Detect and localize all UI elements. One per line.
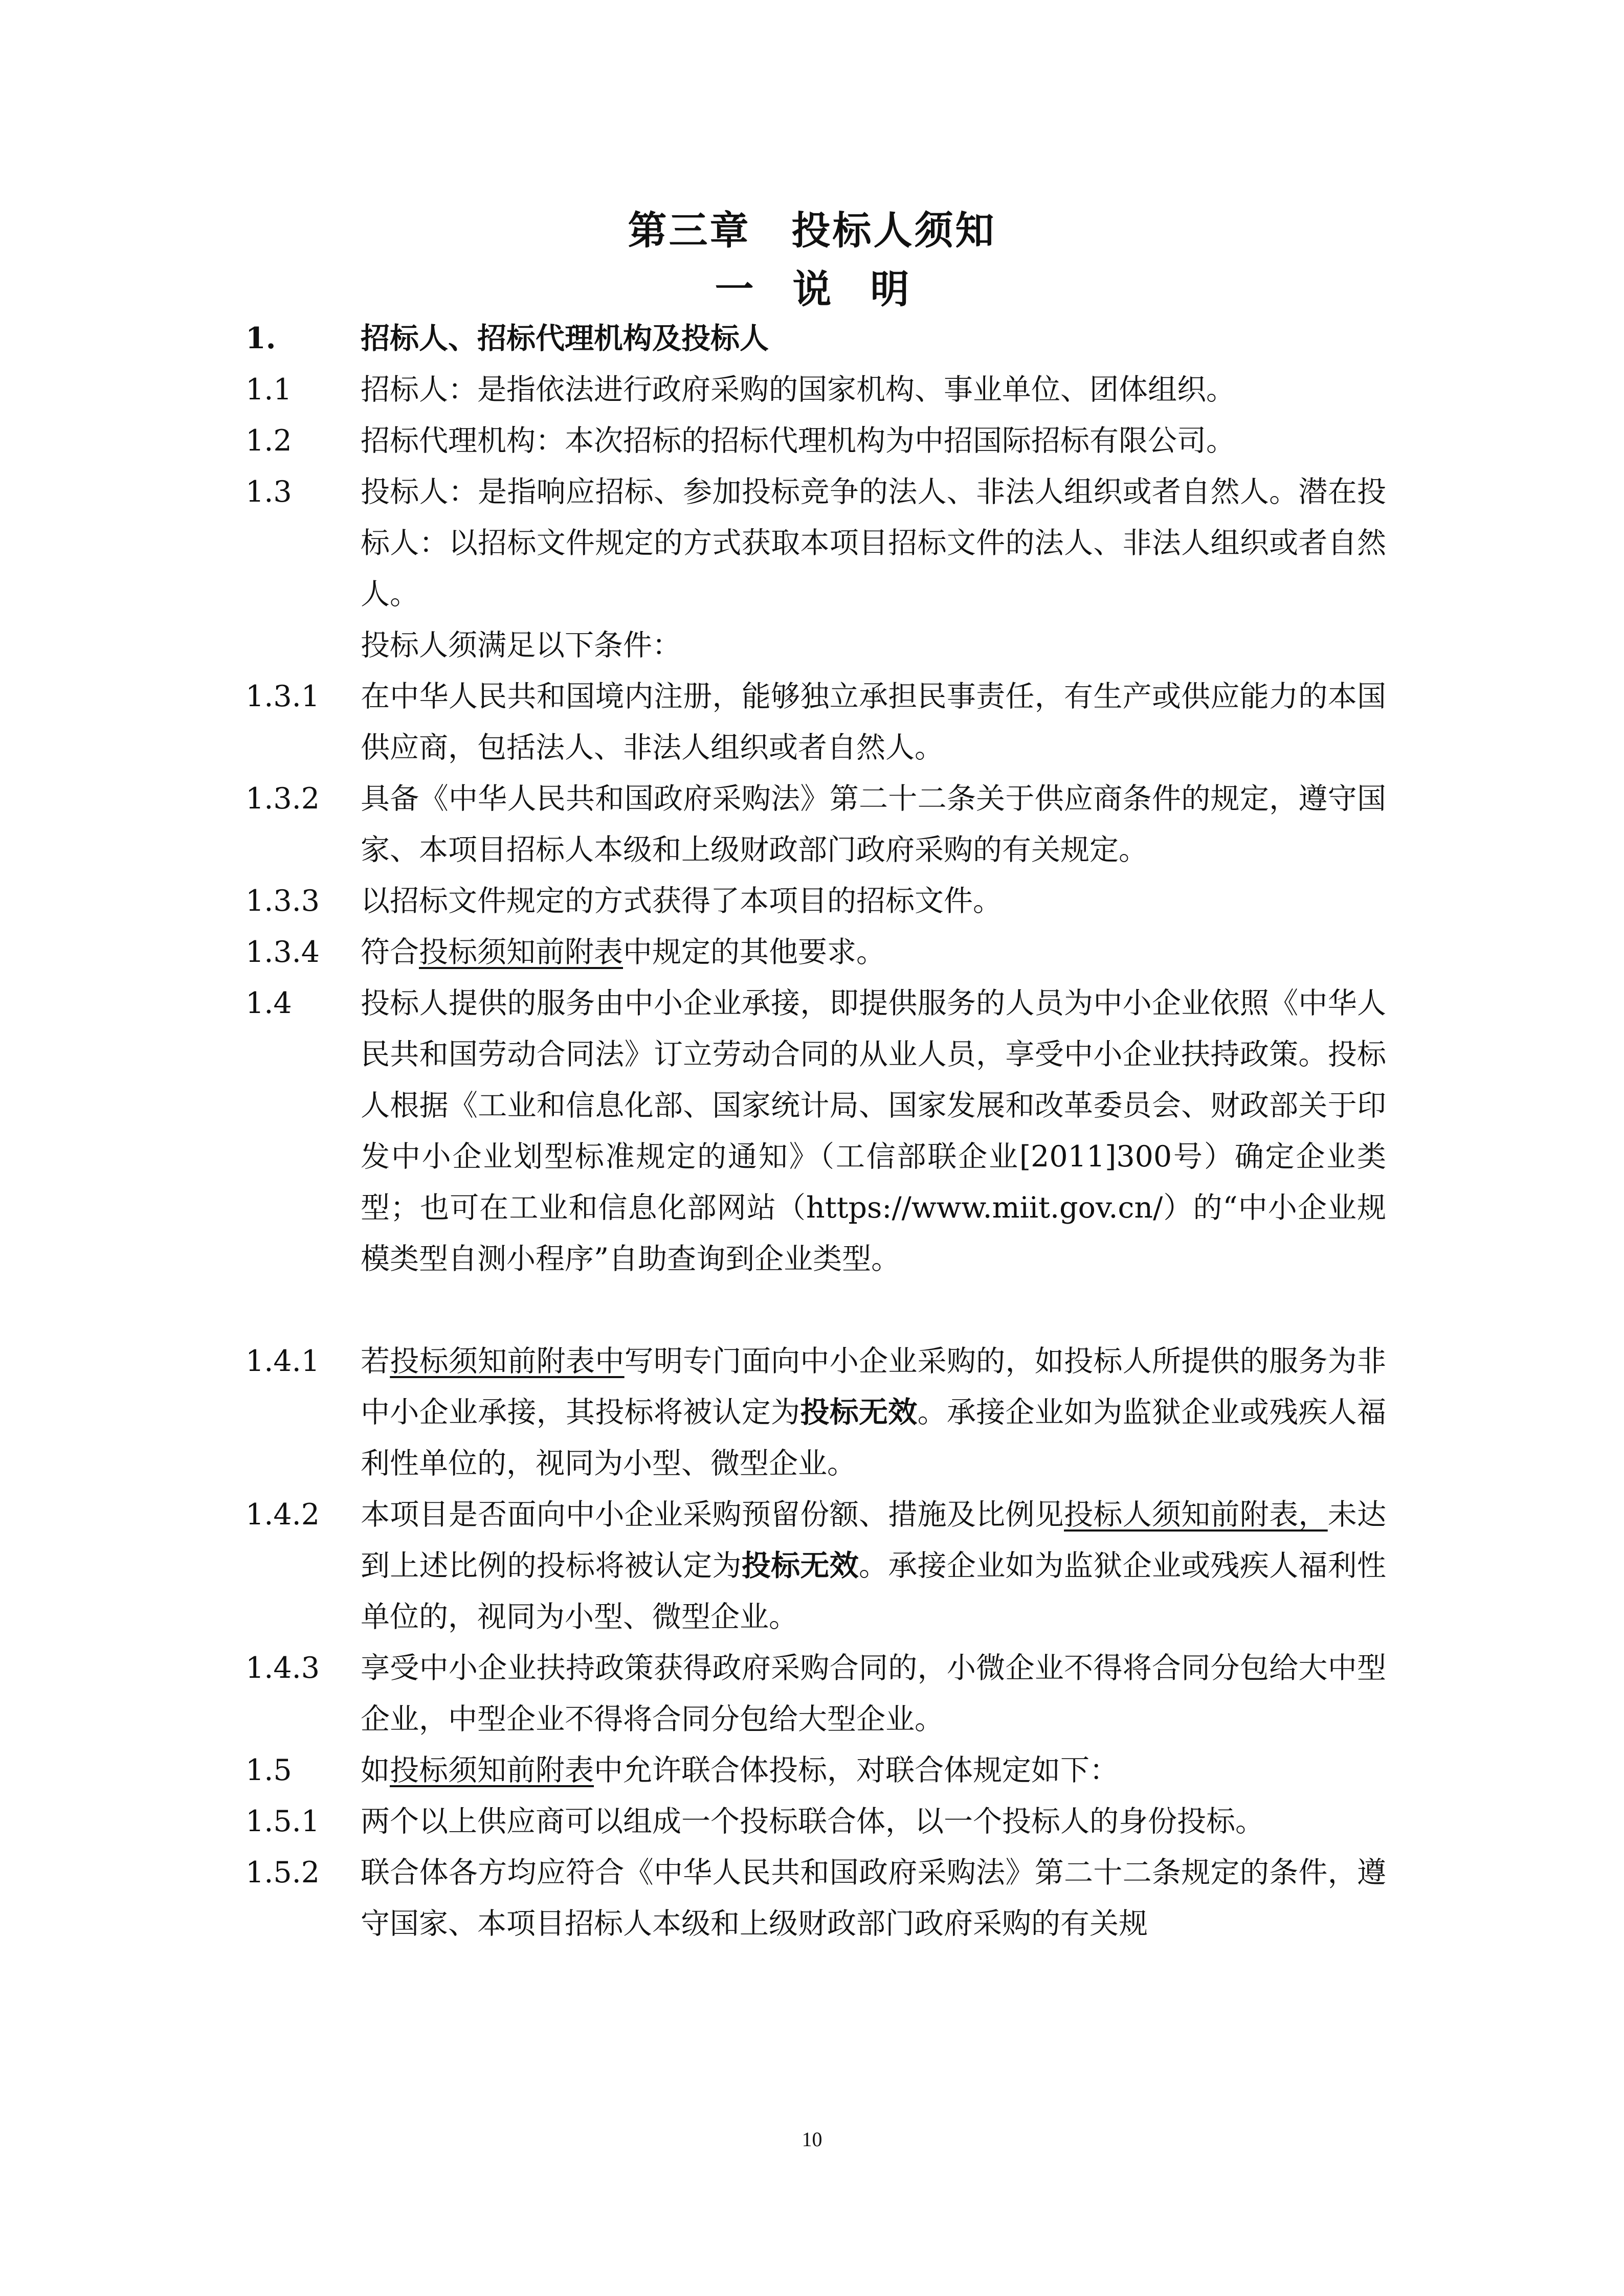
emphasis-text: 投标无效 [741, 1548, 859, 1583]
clause-text: 投标人提供的服务由中小企业承接，即提供服务的人员为中小企业依照《中华人民共和国劳动合同法》订立劳动合同的从业人员，享受中小企业扶持政策。投标人根据《工业和信息化部、国家统计局、国家发展和改革委员会、财政部关于印发中小企业划型标准规定的通知》（工信部联企业[2011]300号）确定企业类型；也可在工业和信息化部网站（https://www.miit.gov.cn/）的“中小企业规模类型自测小程序”自助查询到企业类型。 [361, 986, 1386, 1276]
text-segment: 若 [361, 1344, 390, 1378]
clause-number: 1.4.3 [246, 1651, 320, 1685]
clause-text: 以招标文件规定的方式获得了本项目的招标文件。 [361, 884, 1002, 918]
clause-text: 两个以上供应商可以组成一个投标联合体，以一个投标人的身份投标。 [361, 1805, 1264, 1838]
clause-text [361, 1336, 1386, 1489]
clause-number: 1.5.2 [246, 1856, 320, 1889]
clause-1-3 [246, 466, 1386, 620]
text-segment: 未达到上述比例的投标将被认定为 [361, 1498, 1387, 1583]
text-segment: 本项目是否面向中小企业采购预留份额、措施及比例见 [361, 1498, 1064, 1532]
clause-number: 1. [246, 321, 276, 355]
clause-1-4 [246, 978, 1386, 1285]
clause-1 [246, 313, 1386, 364]
clause-text: 投标人：是指响应招标、参加投标竞争的法人、非法人组织或者自然人。潜在投标人：以招标文件规定的方式获取本项目招标文件的法人、非法人组织或者自然人。 [361, 475, 1386, 611]
clause-text: 招标人：是指依法进行政府采购的国家机构、事业单位、团体组织。 [361, 373, 1235, 407]
clause-number: 1.3.1 [246, 680, 320, 713]
clause-1-5-1 [246, 1796, 1386, 1847]
clause-number: 1.3.4 [246, 935, 320, 969]
clause-number: 1.5.1 [246, 1805, 320, 1838]
clause-number: 1.4.2 [246, 1498, 320, 1532]
clause-heading: 招标人、招标代理机构及投标人 [361, 321, 769, 355]
clause-1-3-2 [246, 773, 1386, 875]
text-segment: 。承接企业如为监狱企业或残疾人福利性单位的，视同为小型、微型企业。 [361, 1395, 1387, 1480]
page-number: 10 [802, 2128, 822, 2151]
text-segment: 。承接企业如为监狱企业或残疾人福利性单位的，视同为小型、微型企业。 [361, 1549, 1387, 1634]
clause-number: 1.4.1 [246, 1344, 320, 1378]
emphasis-text: 投标无效 [800, 1395, 918, 1429]
clause-1-5 [246, 1745, 1386, 1796]
chapter-title: 第三章 投标人须知 [628, 208, 996, 253]
clause-number: 1.2 [246, 424, 292, 458]
clause-text [361, 1489, 1386, 1642]
clause-text: 招标代理机构：本次招标的招标代理机构为中招国际招标有限公司。 [361, 424, 1235, 458]
clause-1-3-4 [246, 927, 1386, 978]
text-segment: 中允许联合体投标，对联合体规定如下： [594, 1753, 1119, 1787]
text-segment: 写明专门面向中小企业采购的，如投标人所提供的服务为非中小企业承接，其投标将被认定为 [361, 1344, 1387, 1429]
clause-text [361, 1745, 1386, 1796]
clause-number: 1.3.3 [246, 884, 320, 918]
section-title: 一 说 明 [715, 266, 909, 312]
reference-link[interactable]: 投标须知前附表 [419, 935, 623, 969]
clause-text: 联合体各方均应符合《中华人民共和国政府采购法》第二十二条规定的条件，遵守国家、本项目招标人本级和上级财政部门政府采购的有关规 [361, 1856, 1386, 1941]
clause-1-4-1 [246, 1336, 1386, 1489]
clause-text: 在中华人民共和国境内注册，能够独立承担民事责任，有生产或供应能力的本国供应商，包括法人、非法人组织或者自然人。 [361, 680, 1386, 764]
clause-1-4-3 [246, 1642, 1386, 1745]
text-segment: 符合 [361, 935, 419, 969]
reference-link[interactable]: 投标须知前附表中 [390, 1344, 625, 1378]
clause-1-4-2 [246, 1489, 1386, 1642]
clause-text [361, 927, 1386, 978]
clause-1-3-note: 投标人须满足以下条件： [361, 628, 681, 662]
reference-link[interactable]: 投标人须知前附表， [1064, 1498, 1328, 1532]
clause-1-3-3 [246, 875, 1386, 927]
clause-1-1 [246, 364, 1386, 415]
clause-1-5-2 [246, 1847, 1386, 1949]
clause-number: 1.3 [246, 475, 292, 509]
clause-1-3-1 [246, 671, 1386, 773]
clause-number: 1.1 [246, 373, 292, 407]
clause-number: 1.5 [246, 1753, 292, 1787]
clause-text: 具备《中华人民共和国政府采购法》第二十二条关于供应商条件的规定，遵守国家、本项目招标人本级和上级财政部门政府采购的有关规定。 [361, 782, 1386, 867]
clause-text: 享受中小企业扶持政策获得政府采购合同的，小微企业不得将合同分包给大中型企业，中型企业不得将合同分包给大型企业。 [361, 1651, 1386, 1736]
clause-1-2 [246, 415, 1386, 466]
text-segment: 如 [361, 1753, 390, 1787]
clause-number: 1.3.2 [246, 782, 320, 816]
text-segment: 中规定的其他要求。 [623, 935, 885, 969]
clause-number: 1.4 [246, 986, 292, 1020]
reference-link[interactable]: 投标须知前附表 [390, 1753, 594, 1787]
